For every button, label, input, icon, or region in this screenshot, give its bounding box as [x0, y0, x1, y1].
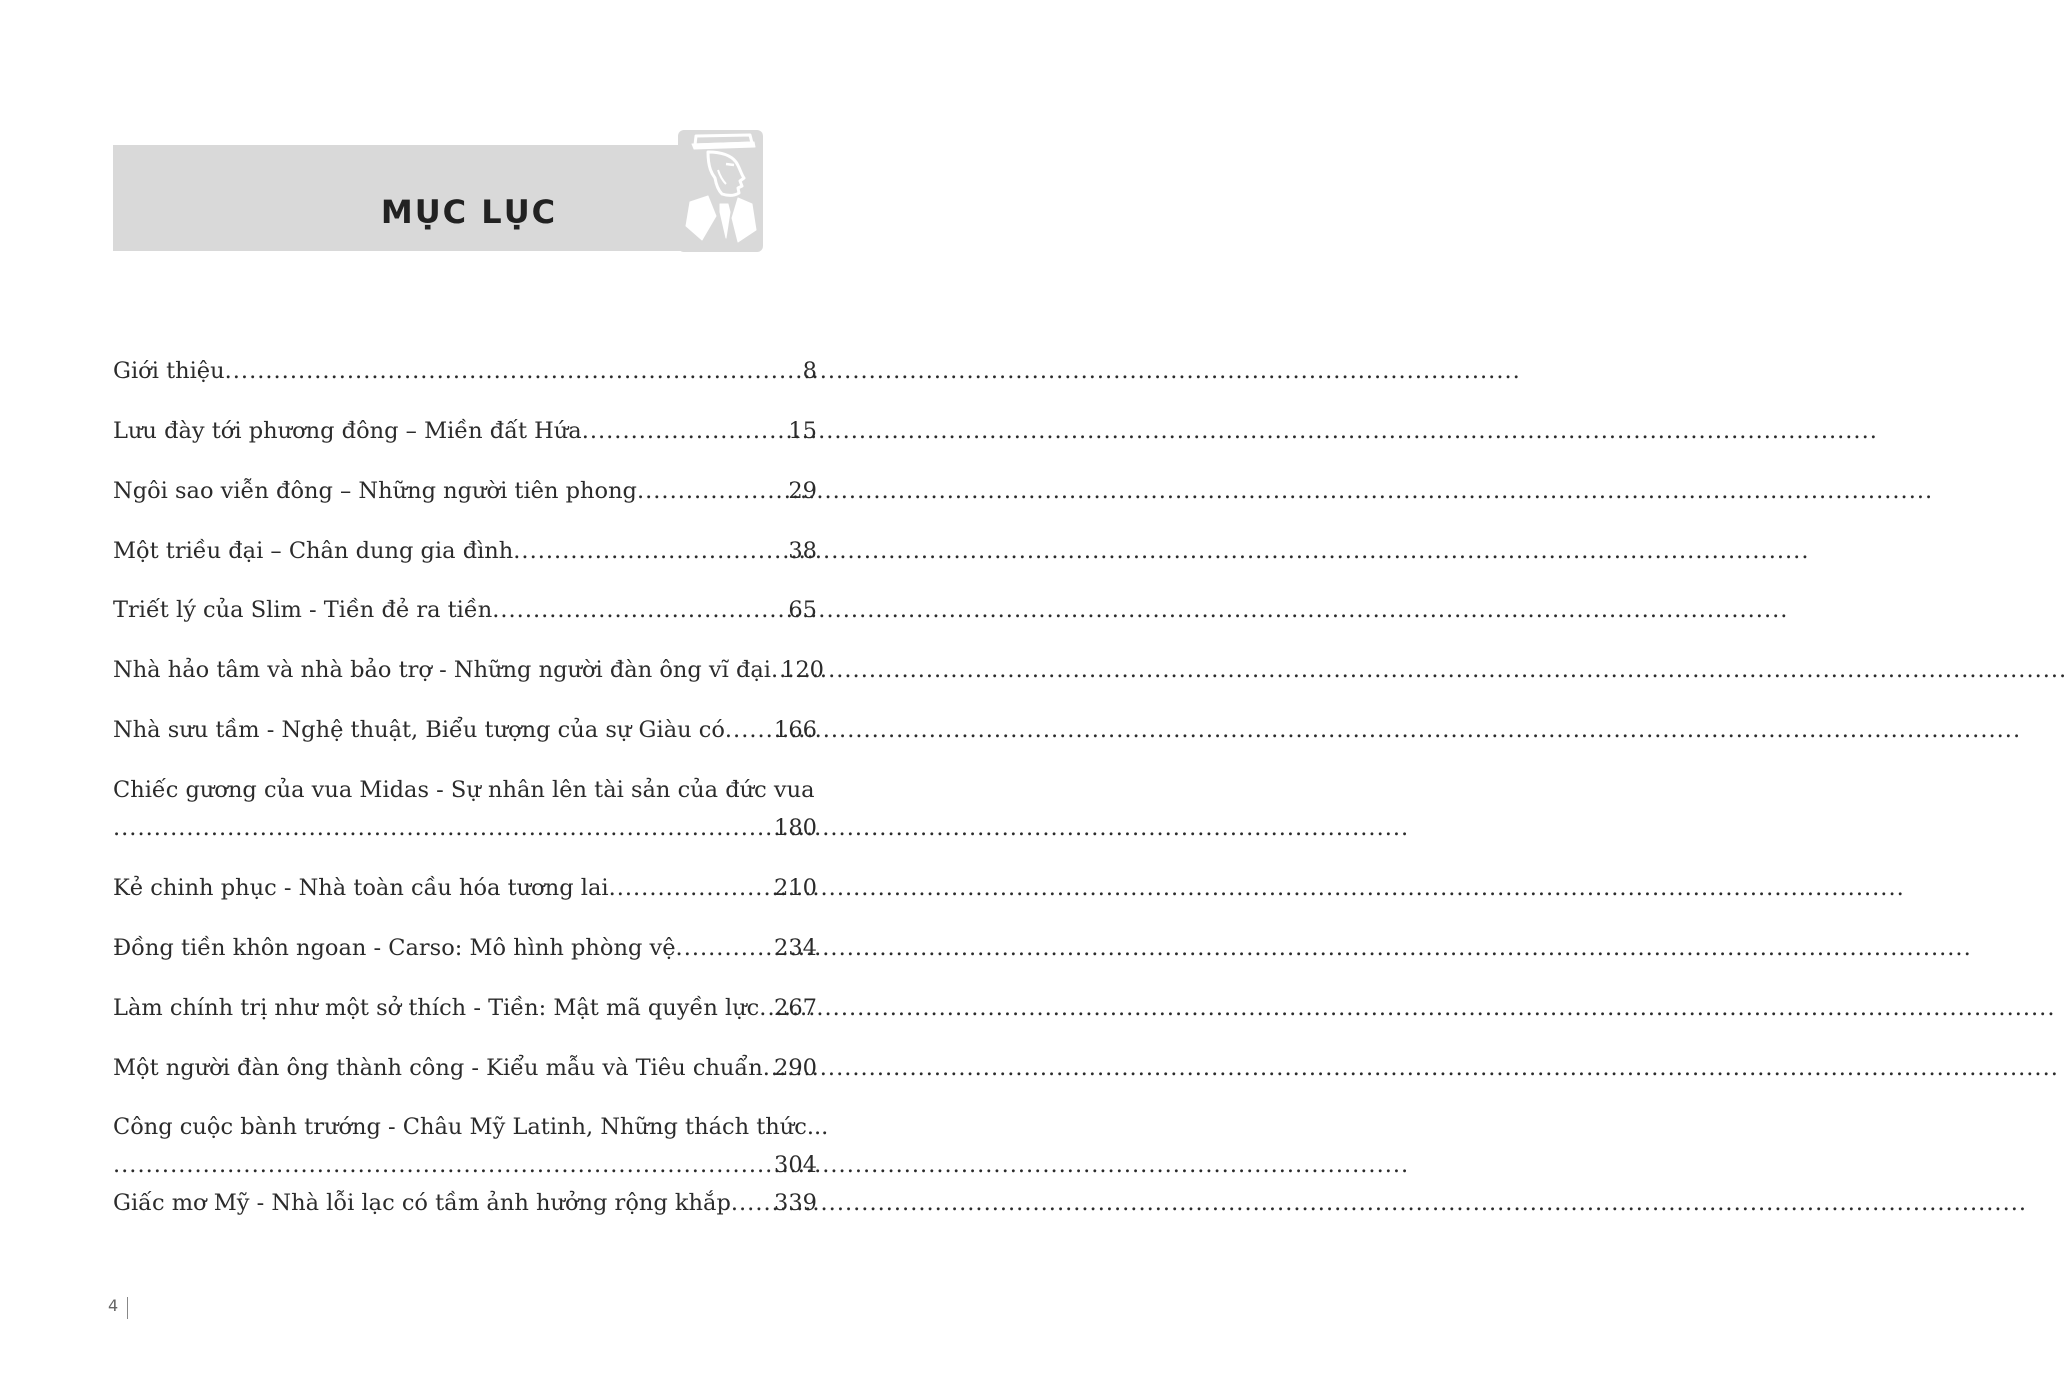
leader-dots	[113, 1146, 774, 1184]
toc-entry-title: Chiếc gương của vua Midas - Sự nhân lên tài sản của đức vua	[113, 777, 815, 803]
toc-entry-title: Công cuộc bành trướng - Châu Mỹ Latinh, Những thách thức...	[113, 1114, 829, 1140]
toc-entry-page: 8	[802, 358, 817, 384]
leader-dots	[731, 1184, 774, 1222]
page-number: 4	[108, 1296, 119, 1315]
leader-dots	[113, 809, 774, 847]
leader-dots	[759, 989, 774, 1027]
toc-entry[interactable]	[113, 1049, 817, 1108]
toc-entry-page: 290	[774, 1055, 817, 1081]
toc-entry-page: 38	[788, 538, 817, 564]
leader-dots	[513, 532, 788, 570]
toc-entry-page: 210	[774, 875, 817, 901]
toc-entry[interactable]	[113, 771, 817, 869]
leader-dots	[763, 1049, 774, 1087]
toc-entry[interactable]	[113, 352, 817, 412]
page-title: MỤC LỤC	[380, 193, 558, 231]
leader-dots	[609, 869, 774, 907]
leader-dots	[676, 929, 775, 967]
toc-entry-page: 234	[774, 935, 817, 961]
toc-entry[interactable]	[113, 869, 817, 929]
toc-entry-title: Một người đàn ông thành công - Kiểu mẫu và Tiêu chuẩn	[113, 1055, 763, 1081]
toc-entry[interactable]	[113, 651, 824, 711]
page-number-divider	[127, 1297, 128, 1319]
leader-dots	[771, 651, 781, 689]
toc-entry[interactable]	[113, 532, 817, 591]
toc-entry-title: Lưu đày tới phương đông – Miền đất Hứa	[113, 418, 582, 444]
leader-dots	[225, 352, 803, 390]
toc-entry-title: Ngôi sao viễn đông – Những người tiên phong	[113, 478, 637, 504]
toc-entry-page: 120	[781, 657, 824, 683]
toc-entry-title: Nhà hảo tâm và nhà bảo trợ - Những người đàn ông vĩ đại	[113, 657, 772, 683]
toc-entry-title: Một triều đại – Chân dung gia đình	[113, 538, 514, 564]
toc-entry[interactable]	[113, 711, 817, 771]
leader-dots	[725, 711, 774, 749]
toc-entry-page: 267	[774, 995, 817, 1021]
toc-entry-title: Nhà sưu tầm - Nghệ thuật, Biểu tượng của sự Giàu có	[113, 717, 725, 743]
toc-entry-title: Kẻ chinh phục - Nhà toàn cầu hóa tương lai	[113, 875, 609, 901]
toc-entry-title: Triết lý của Slim - Tiền đẻ ra tiền	[113, 597, 493, 623]
leader-dots	[637, 472, 788, 510]
toc-entry-page: 180	[774, 815, 817, 841]
toc-entry[interactable]	[113, 929, 817, 989]
toc-entry[interactable]	[113, 412, 817, 472]
toc-entry-page: 29	[788, 478, 817, 504]
table-of-contents	[113, 352, 829, 1224]
toc-entry-page: 65	[788, 597, 817, 623]
toc-entry-title: Đồng tiền khôn ngoan - Carso: Mô hình phòng vệ	[113, 935, 676, 961]
toc-entry-title: Giới thiệu	[113, 358, 225, 384]
toc-entry-page: 304	[774, 1152, 817, 1178]
leader-dots	[492, 591, 788, 629]
toc-entry[interactable]	[113, 1108, 829, 1184]
toc-entry-page: 339	[774, 1190, 817, 1216]
leader-dots	[582, 412, 789, 450]
toc-entry-title: Làm chính trị như một sở thích - Tiền: Mật mã quyền lực	[113, 995, 760, 1021]
toc-entry-page: 166	[774, 717, 817, 743]
toc-entry[interactable]	[113, 1184, 817, 1224]
toc-entry[interactable]	[113, 989, 817, 1049]
toc-entry[interactable]	[113, 591, 817, 651]
toc-entry-page: 15	[788, 418, 817, 444]
man-portrait-logo-icon	[678, 130, 763, 252]
toc-entry-title: Giấc mơ Mỹ - Nhà lỗi lạc có tầm ảnh hưởng rộng khắp	[113, 1190, 731, 1216]
toc-entry[interactable]	[113, 472, 817, 532]
